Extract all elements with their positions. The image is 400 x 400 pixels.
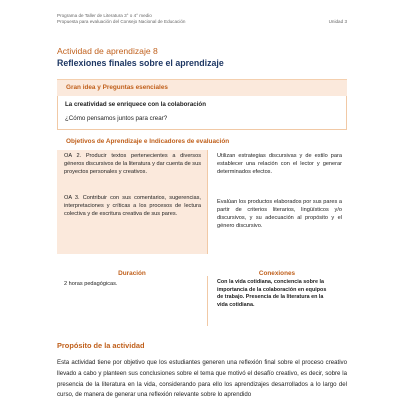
duration-body: [57, 276, 207, 326]
purpose-heading: Propósito de la actividad: [57, 341, 145, 350]
header-program: Programa de Taller de Literatura 3° o 4° medio: [57, 13, 152, 18]
objective-oa3: OA 3. Contribuir con sus comentarios, sugerencias, interpretaciones y críticas a los procesos de lectura colectiva y de escritura creativa de sus pares.: [64, 195, 201, 217]
big-idea-statement: La creatividad se enriquece con la colaboración: [65, 101, 206, 108]
purpose-text: Esta actividad tiene por objetivo que los estudiantes generen una reflexión final sobre el proceso creativo llevado a cabo y planteen sus conclusiones sobre el tema que motivó el desafío creativo, es decir, sobre la presencia de la literatura en la vida, considerando para ello los aprendizajes desarrollados a lo largo del curso, de manera de generar una reflexión relevante sobre lo aprendido: [57, 359, 347, 399]
indicator-2: Evalúan los productos elaborados por sus pares a partir de criterios literarios, lingüísticos y/o discursivos, y su adecuación al propósito y el género discursivo.: [217, 199, 342, 229]
activity-number: Actividad de aprendizaje 8: [57, 46, 158, 56]
duration-heading: [57, 262, 207, 276]
duration-value: 2 horas pedagógicas.: [64, 281, 118, 287]
connections-text: Con la vida cotidiana, conciencia sobre la importancia de la colaboración en equipos de trabajo. Presencia de la literatura en la vida cotidiana.: [217, 279, 327, 308]
header-proposal: Propuesta para evaluación del Consejo Nacional de Educación: [57, 19, 186, 25]
big-idea-body: [57, 96, 347, 130]
essential-question: ¿Cómo pensamos juntos para crear?: [65, 115, 168, 122]
objectives-heading: [57, 135, 347, 150]
indicators-column: [207, 150, 347, 254]
activity-title: Reflexiones finales sobre el aprendizaje: [57, 58, 224, 68]
big-idea-heading: [57, 79, 347, 96]
connections-heading-label: Conexiones: [258, 270, 296, 277]
objectives-heading-label: Objetivos de Aprendizaje e Indicadores de evaluación: [66, 138, 230, 145]
duration-heading-label: Duración: [118, 270, 146, 277]
big-idea-heading-label: Gran idea y Preguntas esenciales: [66, 84, 168, 91]
objective-oa2: OA 2. Producir textos pertenecientes a diversos géneros discursivos de la literatura y dar cuenta de sus proyectos personales y creativos.: [64, 153, 201, 175]
header-unit: Unidad 3: [328, 19, 347, 25]
connections-heading: [207, 262, 347, 276]
indicator-1: Utilizan estrategias discursivas y de estilo para establecer una relación con el lector y generar determinados efectos.: [217, 153, 342, 175]
objectives-column: [57, 150, 207, 254]
connections-body: [207, 276, 347, 326]
page-header: [57, 13, 347, 26]
